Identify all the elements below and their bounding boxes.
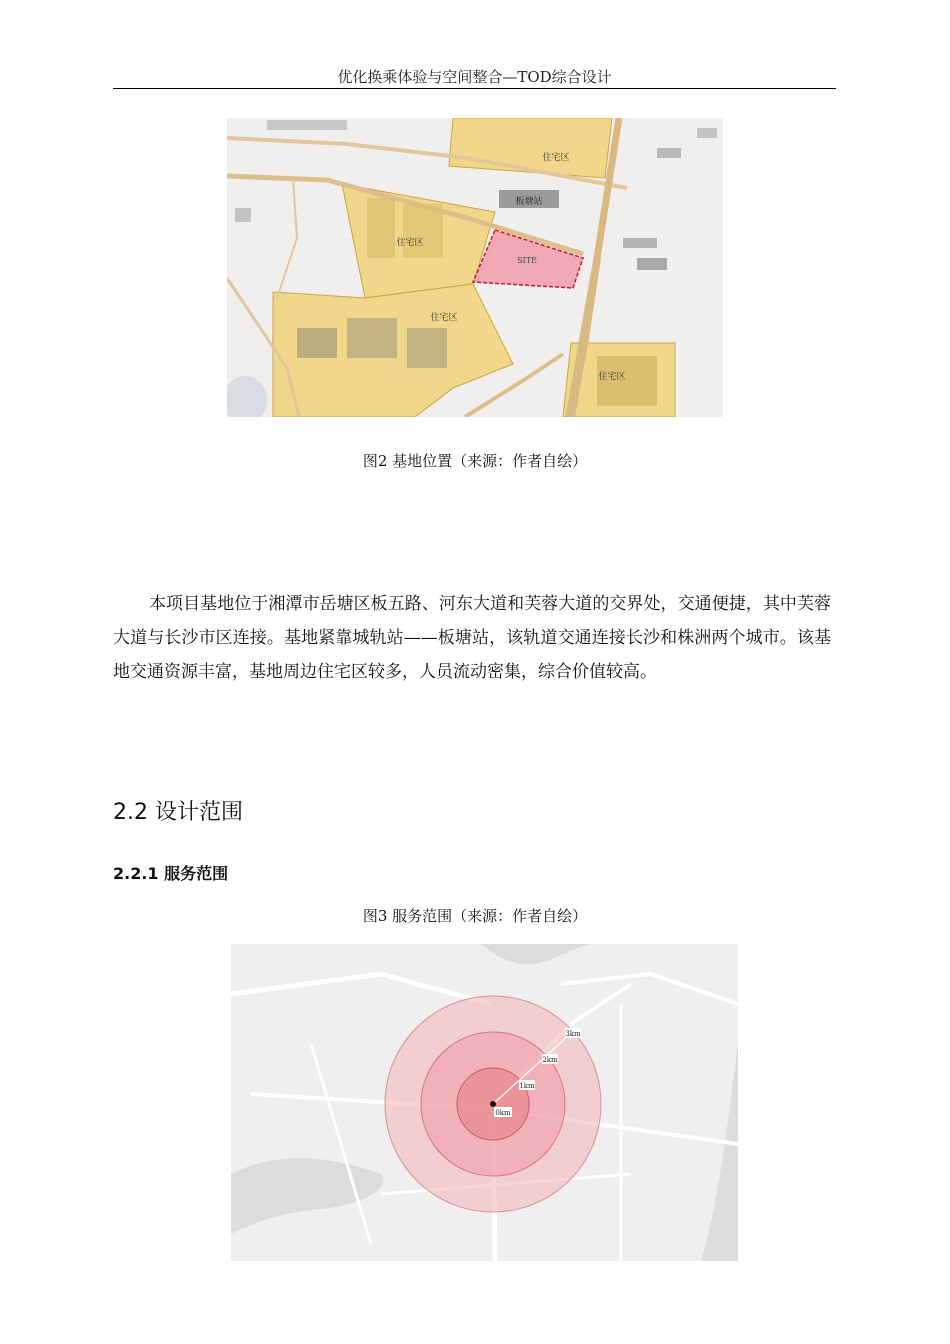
body-paragraph: 本项目基地位于湘潭市岳塘区板五路、河东大道和芙蓉大道的交界处，交通便捷，其中芙蓉大道与长沙市区连接。基地紧靠城轨站——板塘站，该轨道交通连接长沙和株洲两个城市。该基地交通资源丰富，基地周边住宅区较多，人员流动密集，综合价值较高。 [113, 594, 831, 682]
residential-label: 住宅区 [430, 313, 458, 323]
residential-label: 住宅区 [396, 238, 424, 248]
figure-2-caption: 图2 基地位置（来源：作者自绘） [362, 452, 588, 470]
residential-label: 住宅区 [542, 153, 570, 163]
site-location-map [227, 118, 723, 417]
distance-label: 1km [519, 1082, 535, 1090]
distance-label: 2km [542, 1056, 558, 1064]
subsection-heading: 2.2.1 服务范围 [113, 864, 229, 883]
station-label: 板塘站 [515, 197, 543, 207]
figure-3-caption: 图3 服务范围（来源：作者自绘） [362, 907, 588, 925]
distance-label: 0km [495, 1109, 511, 1117]
section-heading: 2.2 设计范围 [113, 800, 243, 825]
center-point [490, 1101, 496, 1107]
distance-label: 3km [565, 1030, 581, 1038]
service-range-map [231, 944, 738, 1261]
residential-label: 住宅区 [598, 372, 626, 382]
site-label: SITE [517, 256, 537, 265]
running-header: 优化换乘体验与空间整合—TOD综合设计 [113, 66, 836, 89]
